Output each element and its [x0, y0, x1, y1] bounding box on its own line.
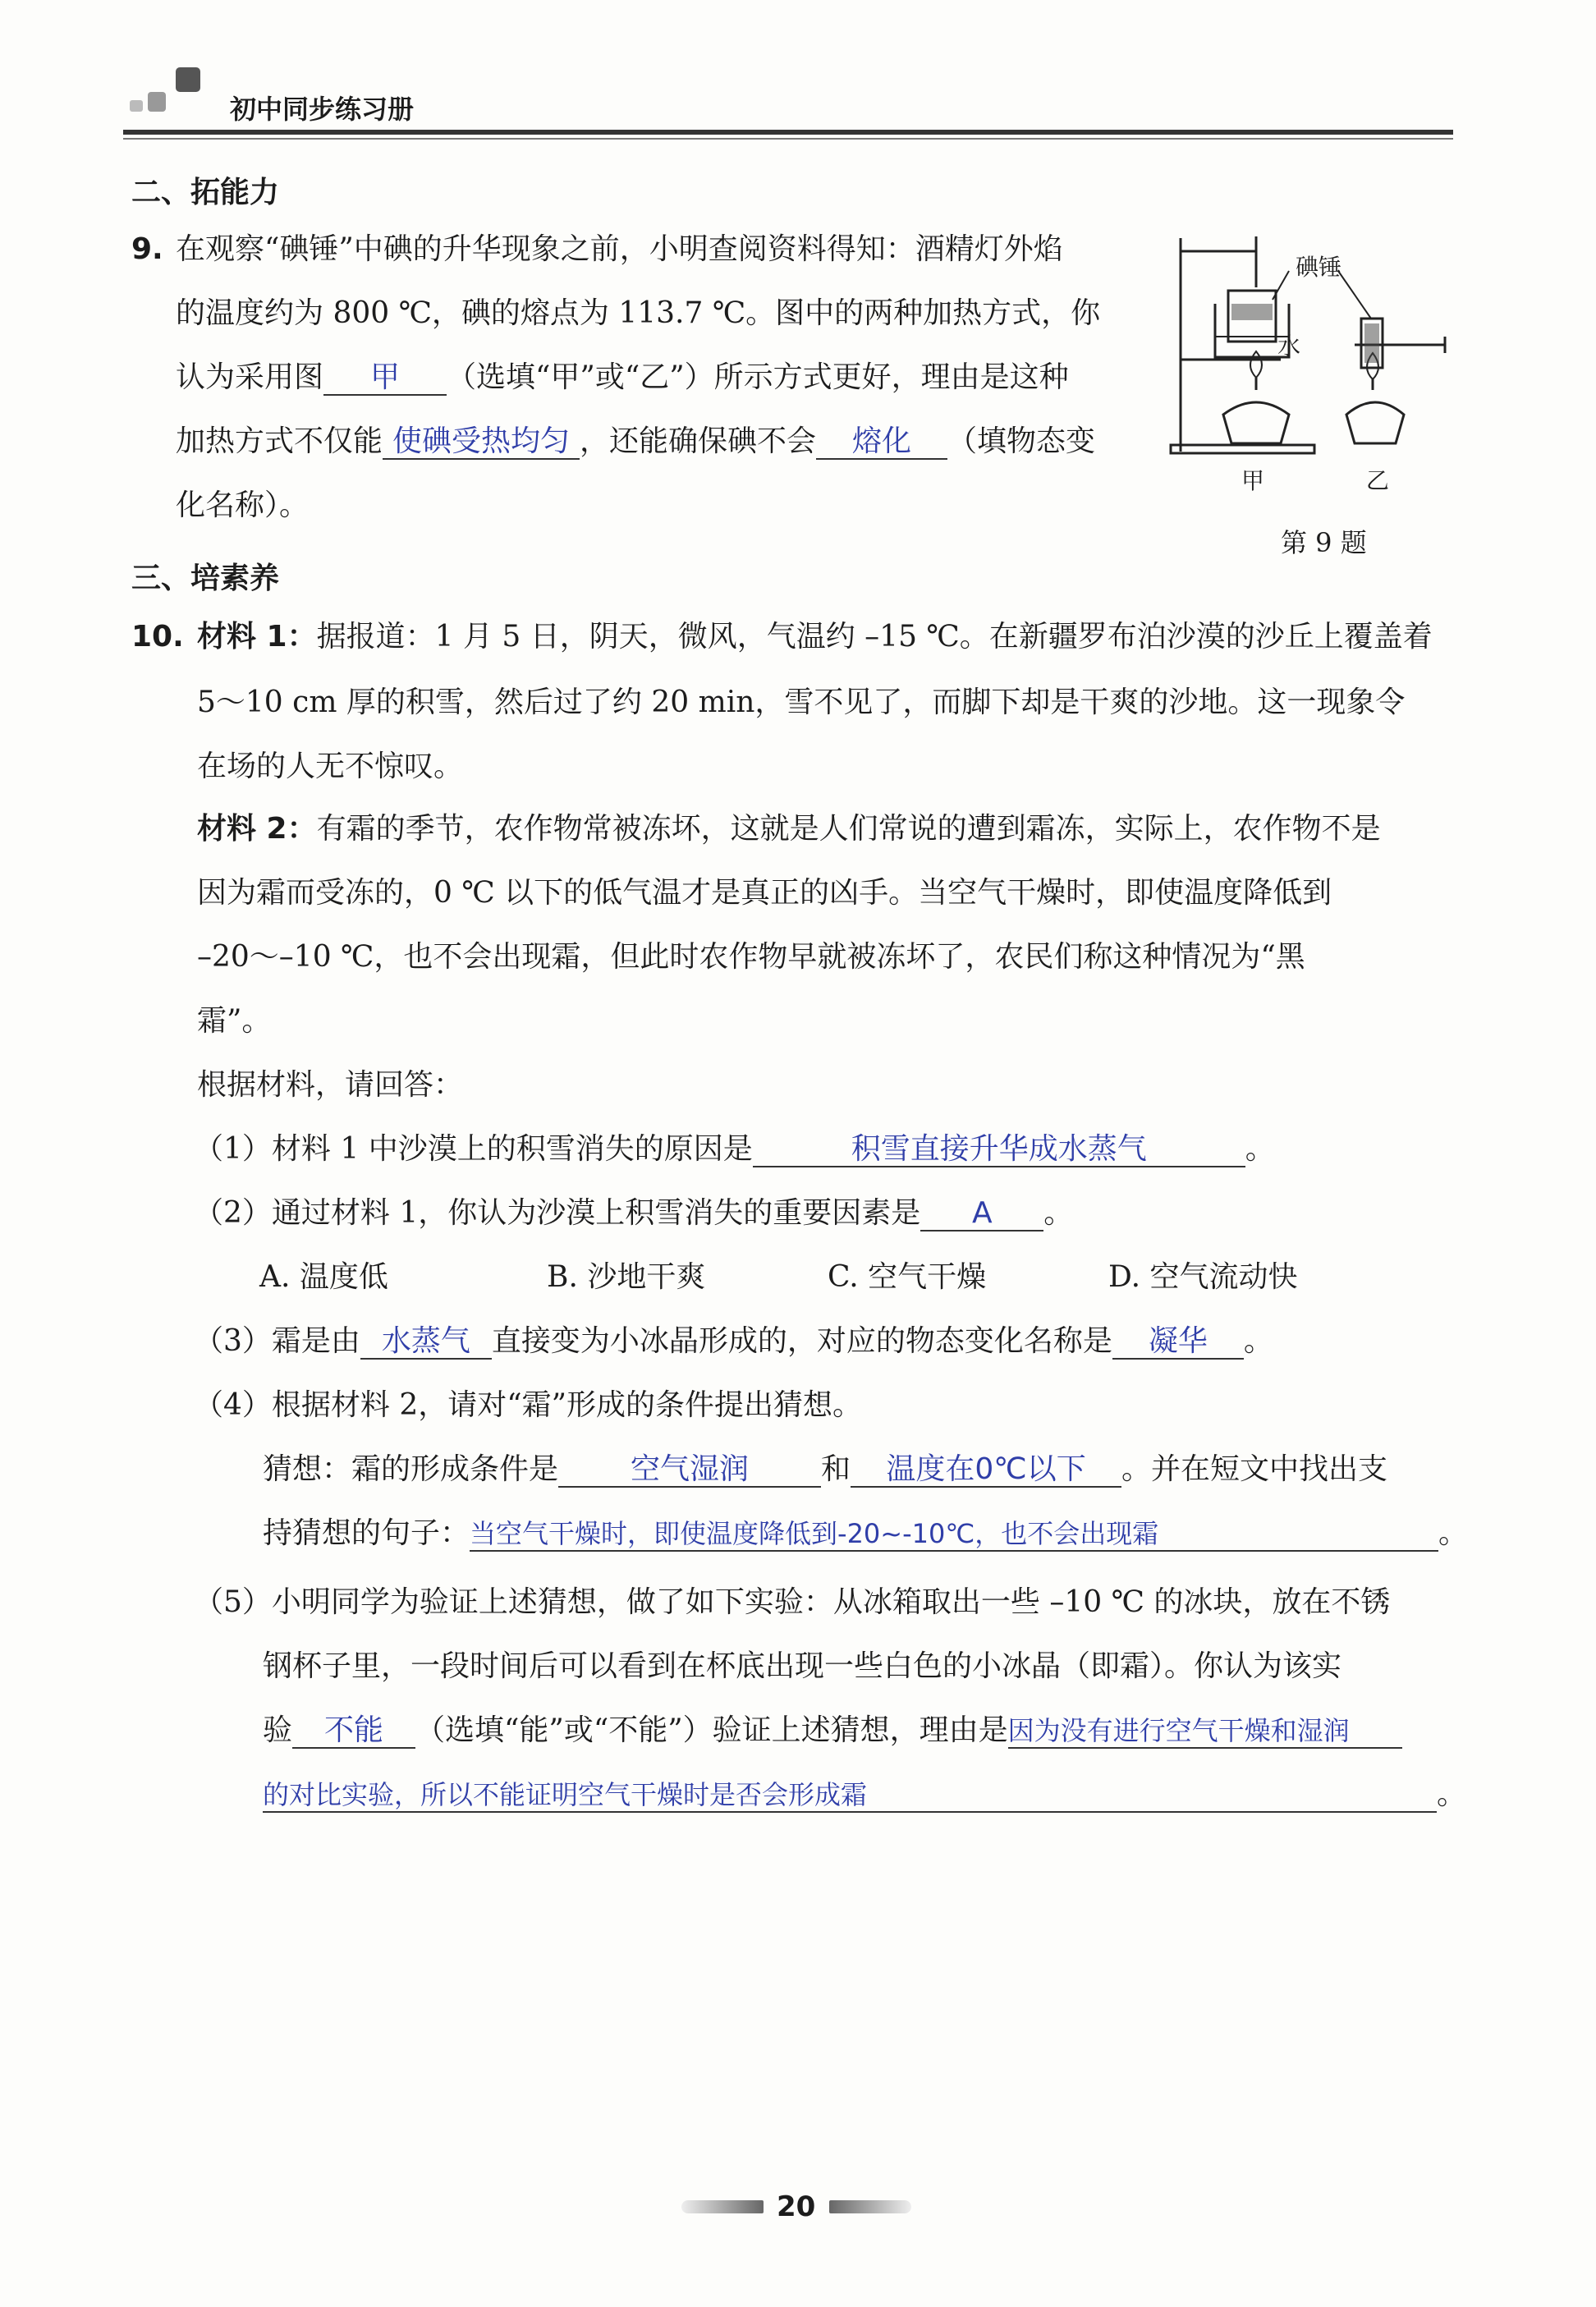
sub-question-text: 。 [1043, 1196, 1074, 1230]
q9-line: 在观察“碘锤”中碘的升华现象之前，小明查阅资料得知：酒精灯外焰 [176, 232, 1063, 266]
sub-question-4: （4）根据材料 2，请对“霜”形成的条件提出猜想。 [194, 1388, 863, 1422]
question-number: 9. [131, 232, 163, 266]
q9-text: ，还能确保碘不会 [580, 424, 817, 458]
handwritten-answer: 使碘受热均匀 [392, 424, 571, 458]
header-rule [123, 130, 1453, 135]
header-decoration-icon [176, 67, 200, 92]
q9-line: 的温度约为 800 ℃，碘的熔点为 113.7 ℃。图中的两种加热方式，你 [176, 296, 1101, 330]
sub-question-text: 验 [263, 1713, 293, 1747]
answer-blank[interactable] [292, 1714, 415, 1749]
handwritten-answer: 甲 [370, 360, 401, 394]
option-b[interactable]: B. 沙地干爽 [547, 1260, 706, 1294]
answer-blank[interactable] [1112, 1325, 1244, 1360]
sub-question-4-support [263, 1517, 1468, 1552]
option-c[interactable]: C. 空气干燥 [828, 1260, 987, 1294]
handwritten-answer: 的对比实验，所以不能证明空气干燥时是否会形成霜 [263, 1779, 868, 1810]
q9-text: （选填“甲”或“乙”）所示方式更好，理由是这种 [447, 360, 1069, 394]
prompt: 根据材料，请回答： [197, 1068, 464, 1102]
handwritten-answer: 不能 [324, 1713, 384, 1747]
sub-question-text: 。并在短文中找出支 [1121, 1452, 1388, 1486]
sub-question-5 [263, 1778, 1466, 1813]
sub-question-3 [194, 1325, 1273, 1360]
sub-question-text: 。 [1245, 1132, 1275, 1166]
answer-blank[interactable] [753, 1133, 1245, 1167]
sub-question-text: 。 [1437, 1777, 1467, 1811]
fig-label-iodine-hammer: 碘锤 [1296, 254, 1342, 281]
material-2-line [197, 813, 1381, 846]
header-title: 初中同步练习册 [230, 94, 415, 125]
sub-question-5 [263, 1714, 1402, 1749]
answer-blank[interactable] [263, 1778, 1437, 1813]
option-d[interactable]: D. 空气流动快 [1108, 1260, 1298, 1294]
answer-blank[interactable] [920, 1197, 1043, 1231]
handwritten-answer: 温度在0℃以下 [886, 1452, 1086, 1486]
option-a[interactable]: A. 温度低 [259, 1260, 388, 1294]
sub-question-text: 猜想：霜的形成条件是 [263, 1452, 559, 1486]
answer-blank[interactable] [383, 425, 580, 460]
material-text: 有霜的季节，农作物常被冻坏，这就是人们常说的遭到霜冻，实际上，农作物不是 [316, 812, 1381, 846]
handwritten-answer: 积雪直接升华成水蒸气 [851, 1132, 1147, 1166]
iodine-hatch [1231, 304, 1273, 320]
material-2-line: 因为霜而受冻的，0 ℃ 以下的低气温才是真正的凶手。当空气干燥时，即使温度降低到 [197, 876, 1332, 910]
material-text: 据报道：1 月 5 日，阴天，微风，气温约 –15 ℃。在新疆罗布泊沙漠的沙丘上覆盖着 [316, 620, 1433, 654]
header-rule-thin [123, 138, 1453, 140]
q9-text: 认为采用图 [176, 360, 324, 394]
handwritten-answer: 水蒸气 [381, 1324, 470, 1358]
material-2-line: 霜”。 [197, 1004, 272, 1038]
sub-question-text: 持猜想的句子： [263, 1516, 470, 1550]
sub-question-text: 。 [1438, 1516, 1469, 1550]
question-number: 10. [131, 620, 184, 654]
answer-blank[interactable] [323, 361, 447, 396]
q9-figure [1166, 222, 1461, 493]
answer-blank[interactable] [851, 1453, 1121, 1488]
q9-line [176, 361, 1069, 396]
answer-blank[interactable] [558, 1453, 821, 1488]
sub-question-text: 和 [821, 1452, 851, 1486]
answer-blank[interactable] [816, 425, 947, 460]
sub-question-text: 。 [1243, 1324, 1273, 1358]
handwritten-answer: A [971, 1196, 993, 1230]
q9-text: （填物态变 [947, 424, 1096, 458]
figure-caption: 第 9 题 [1281, 527, 1367, 558]
material-label: 材料 2： [197, 812, 317, 846]
sub-question-4-guess [263, 1453, 1387, 1488]
material-1-line: 在场的人无不惊叹。 [197, 750, 464, 783]
fig-label-jia: 甲 [1241, 467, 1265, 494]
q9-line [176, 425, 1095, 460]
fig-label-yi: 乙 [1366, 467, 1390, 494]
material-2-line: –20～–10 ℃，也不会出现霜，但此时农作物早就被冻坏了，农民们称这种情况为“黑 [197, 940, 1305, 974]
sub-question-text: 直接变为小冰晶形成的，对应的物态变化名称是 [491, 1324, 1112, 1358]
header-decoration-icon [148, 92, 166, 112]
sub-question-1 [194, 1133, 1275, 1167]
section-heading: 三、培素养 [131, 562, 280, 595]
handwritten-answer: 空气湿润 [631, 1452, 750, 1486]
sub-question-text: （2）通过材料 1，你认为沙漠上积雪消失的重要因素是 [194, 1196, 921, 1230]
fig-label-water: 水 [1277, 333, 1301, 360]
footer-decoration-icon [829, 2200, 911, 2213]
section-heading: 二、拓能力 [131, 176, 280, 209]
answer-blank[interactable] [1008, 1714, 1402, 1749]
handwritten-answer: 当空气干燥时，即使温度降低到-20~-10℃，也不会出现霜 [470, 1518, 1159, 1549]
sub-question-2 [194, 1197, 1073, 1231]
header-decoration-icon [130, 100, 143, 112]
footer-decoration-icon [681, 2200, 764, 2213]
handwritten-answer: 熔化 [852, 424, 912, 458]
page-number: 20 [777, 2190, 816, 2223]
answer-blank[interactable] [470, 1517, 1438, 1552]
handwritten-answer: 凝华 [1148, 1324, 1208, 1358]
sub-question-text: （1）材料 1 中沙漠上的积雪消失的原因是 [194, 1132, 753, 1166]
material-label: 材料 1： [197, 620, 317, 654]
q9-line: 化名称）。 [176, 488, 310, 522]
sub-question-5: 钢杯子里，一段时间后可以看到在杯底出现一些白色的小冰晶（即霜）。你认为该实 [263, 1649, 1342, 1683]
material-1-line: 5～10 cm 厚的积雪，然后过了约 20 min，雪不见了，而脚下却是干爽的沙地。这一现象令 [197, 686, 1406, 719]
sub-question-text: （选填“能”或“不能”）验证上述猜想，理由是 [415, 1713, 1008, 1747]
sub-question-text: （3）霜是由 [194, 1324, 360, 1358]
handwritten-answer: 因为没有进行空气干燥和湿润 [1007, 1715, 1350, 1746]
answer-blank[interactable] [360, 1325, 492, 1360]
q9-text: 加热方式不仅能 [176, 424, 383, 458]
sub-question-5: （5）小明同学为验证上述猜想，做了如下实验：从冰箱取出一些 –10 ℃ 的冰块，放在不锈 [194, 1585, 1391, 1619]
material-1-line [197, 621, 1433, 654]
